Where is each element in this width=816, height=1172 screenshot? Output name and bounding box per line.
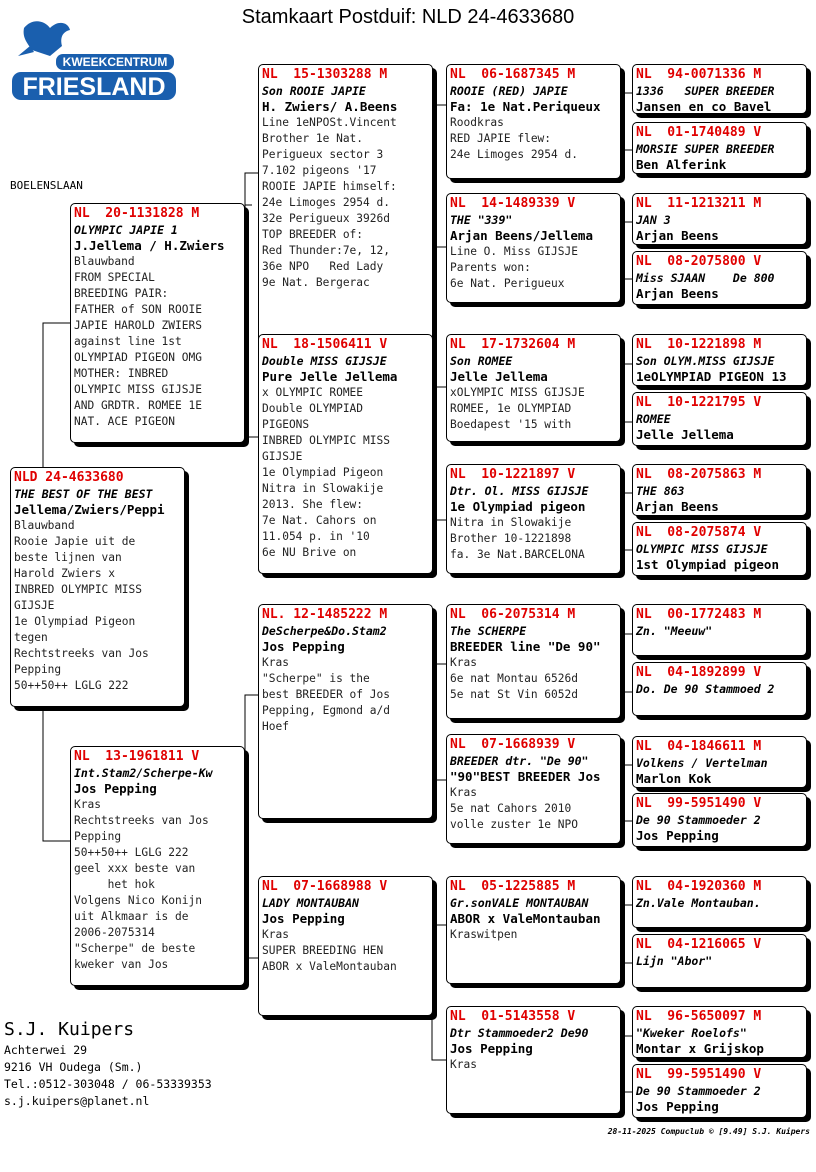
pigeon-name: OLYMPIC MISS GIJSJE — [636, 542, 768, 556]
owner-phone: Tel.:0512-303048 / 06-53339353 — [4, 1077, 212, 1091]
pigeon-name: LADY MONTAUBAN — [262, 896, 359, 910]
pigeon-name: THE 863 — [636, 484, 685, 498]
owner-city: 9216 VH Oudega (Sm.) — [4, 1060, 143, 1074]
pigeon-card[interactable] — [258, 876, 433, 1016]
pigeon-remark: Kras — [74, 798, 101, 811]
pigeon-card[interactable] — [632, 934, 807, 988]
pigeon-remark: 2013. She flew: — [262, 498, 364, 511]
pigeon-remark: Double OLYMPIAD — [262, 402, 364, 415]
pigeon-remark: best BREEDER of Jos — [262, 688, 390, 701]
pigeon-remark: Parents won: — [450, 261, 531, 274]
pigeon-breeder: 1eOLYMPIAD PIGEON 13 — [636, 369, 787, 384]
pigeon-breeder: Montar x Grijskop — [636, 1041, 764, 1056]
pigeon-breeder: Fa: 1e Nat.Periqueux — [450, 99, 601, 114]
pigeon-card[interactable] — [632, 736, 807, 788]
pigeon-remark: Rechtstreeks van Jos — [14, 647, 149, 660]
pigeon-card[interactable] — [446, 193, 621, 303]
pigeon-card[interactable] — [632, 334, 807, 386]
pigeon-remark: Kras — [450, 786, 477, 799]
pigeon-remark: Kras — [450, 1058, 477, 1071]
pigeon-remark: MOTHER: INBRED — [74, 367, 169, 380]
pigeon-breeder: Jelle Jellema — [636, 427, 734, 442]
pigeon-breeder: H. Zwiers/ A.Beens — [262, 99, 398, 114]
pigeon-card[interactable] — [446, 604, 621, 719]
pigeon-remark: x OLYMPIC ROMEE — [262, 386, 364, 399]
pigeon-remark: 50++50++ LGLG 222 — [74, 846, 189, 859]
pigeon-remark: Roodkras — [450, 116, 504, 129]
pigeon-name: Gr.sonVALE MONTAUBAN — [450, 896, 589, 910]
pigeon-remark: 7e Nat. Cahors on — [262, 514, 377, 527]
pigeon-card[interactable] — [446, 334, 621, 442]
pigeon-remark: Red Thunder:7e, 12, — [262, 244, 390, 257]
pigeon-breeder: Jansen en co Bavel — [636, 99, 772, 114]
pigeon-remark: Kras — [262, 928, 289, 941]
pigeon-remark: ROMEE, 1e OLYMPIAD — [450, 402, 572, 415]
owner-name: S.J. Kuipers — [4, 1019, 135, 1040]
owner-street: Achterwei 29 — [4, 1043, 88, 1057]
pigeon-ring: NL 04-1920360 M — [636, 879, 762, 894]
pigeon-card[interactable] — [632, 876, 807, 928]
pigeon-remark: 50++50++ LGLG 222 — [14, 679, 129, 692]
pigeon-remark: Blauwband — [14, 519, 75, 532]
pigeon-remark: GIJSJE — [262, 450, 303, 463]
pigeon-ring: NL 07-1668939 V — [450, 737, 576, 752]
pigeon-name: JAN 3 — [636, 213, 671, 227]
pigeon-name: Son OLYM.MISS GIJSJE — [636, 354, 775, 368]
pigeon-card[interactable] — [632, 392, 807, 446]
pigeon-card[interactable] — [446, 734, 621, 844]
pigeon-ring: NL 00-1772483 M — [636, 607, 762, 622]
pigeon-name: MORSIE SUPER BREEDER — [636, 142, 775, 156]
pigeon-remark: "Scherpe" is the — [262, 672, 370, 685]
pigeon-name: Miss SJAAN De 800 — [636, 271, 775, 285]
pigeon-breeder: Arjan Beens — [636, 228, 719, 243]
pigeon-remark: fa. 3e Nat.BARCELONA — [450, 548, 585, 561]
pigeon-card[interactable] — [10, 467, 185, 707]
pigeon-breeder: Jelle Jellema — [450, 369, 548, 384]
pigeon-breeder: Jos Pepping — [450, 1041, 533, 1056]
pigeon-remark: Nitra in Slowakije — [262, 482, 384, 495]
pigeon-remark: Perigueux sector 3 — [262, 148, 384, 161]
pigeon-remark: 1e Olympiad Pigeon — [262, 466, 384, 479]
pigeon-breeder: J.Jellema / H.Zwiers — [74, 238, 225, 253]
logo-line-1: KWEEKCENTRUM — [62, 55, 168, 69]
pigeon-remark: "Scherpe" de beste — [74, 942, 196, 955]
pigeon-remark: 24e Limoges 2954 d. — [262, 196, 390, 209]
pigeon-remark: ROOIE JAPIE himself: — [262, 180, 397, 193]
pigeon-remark: Nitra in Slowakije — [450, 516, 572, 529]
pigeon-ring: NL 96-5650097 M — [636, 1009, 762, 1024]
pigeon-remark: 6e nat Montau 6526d — [450, 672, 578, 685]
pigeon-card[interactable] — [632, 122, 807, 174]
pigeon-remark: 32e Perigueux 3926d — [262, 212, 390, 225]
pigeon-breeder: Ben Alferink — [636, 157, 727, 172]
pigeon-name: ROOIE (RED) JAPIE — [450, 84, 568, 98]
pigeon-card[interactable] — [632, 251, 807, 305]
pigeon-remark: Pepping, Egmond a/d — [262, 704, 390, 717]
pigeon-card[interactable] — [632, 1006, 807, 1058]
pigeon-name: De 90 Stammoeder 2 — [636, 813, 761, 827]
pigeon-ring: NL 17-1732604 M — [450, 337, 576, 352]
pigeon-breeder: BREEDER line "De 90" — [450, 639, 601, 654]
pigeon-breeder: Jos Pepping — [262, 911, 345, 926]
pigeon-name: Son ROMEE — [450, 354, 513, 368]
pigeon-remark: 7.102 pigeons '17 — [262, 164, 377, 177]
pigeon-remark: het hok — [74, 878, 155, 891]
pigeon-remark: Blauwband — [74, 255, 135, 268]
pigeon-name: THE BEST OF THE BEST — [14, 487, 153, 501]
pigeon-ring: NL 18-1506411 V — [262, 337, 388, 352]
pigeon-breeder: 1st Olympiad pigeon — [636, 557, 779, 572]
pigeon-remark: Kras — [450, 656, 477, 669]
pigeon-name: Dtr. Ol. MISS GIJSJE — [450, 484, 589, 498]
pigeon-card[interactable] — [446, 64, 621, 179]
pigeon-remark: Brother 1e Nat. — [262, 132, 364, 145]
pigeon-card[interactable] — [446, 876, 621, 984]
pigeon-remark: NAT. ACE PIGEON — [74, 415, 176, 428]
pigeon-remark: 9e Nat. Bergerac — [262, 276, 370, 289]
pigeon-name: 1336 SUPER BREEDER — [636, 84, 775, 98]
pigeon-remark: 6e Nat. Perigueux — [450, 277, 565, 290]
pigeon-remark: Line O. Miss GIJSJE — [450, 245, 578, 258]
pigeon-remark: 1e Olympiad Pigeon — [14, 615, 136, 628]
pigeon-card[interactable] — [446, 464, 621, 574]
pigeon-remark: INBRED OLYMPIC MISS — [14, 583, 142, 596]
pigeon-remark: Boedapest '15 with — [450, 418, 572, 431]
pigeon-remark: SUPER BREEDING HEN — [262, 944, 384, 957]
pigeon-remark: BREEDING PAIR: — [74, 287, 169, 300]
pigeon-remark: 2006-2075314 — [74, 926, 155, 939]
pigeon-card[interactable] — [632, 64, 807, 114]
pigeon-ring: NL 07-1668988 V — [262, 879, 388, 894]
pigeon-card[interactable] — [258, 334, 433, 574]
pigeon-remark: Rooie Japie uit de — [14, 535, 136, 548]
pigeon-ring: NL 15-1303288 M — [262, 67, 388, 82]
pigeon-remark: OLYMPIC MISS GIJSJE — [74, 383, 202, 396]
pigeon-ring: NL. 12-1485222 M — [262, 607, 388, 622]
pigeon-card[interactable] — [70, 203, 245, 443]
pigeon-remark: 36e NPO Red Lady — [262, 260, 384, 273]
pigeon-remark: GIJSJE — [14, 599, 55, 612]
pigeon-ring: NL 04-1892899 V — [636, 665, 762, 680]
pigeon-remark: Volgens Nico Konijn — [74, 894, 202, 907]
pigeon-remark: TOP BREEDER of: — [262, 228, 364, 241]
pigeon-name: Zn.Vale Montauban. — [636, 896, 761, 910]
pigeon-remark: 5e nat Cahors 2010 — [450, 802, 572, 815]
pigeon-ring: NL 10-1221898 M — [636, 337, 762, 352]
pigeon-remark: Brother 10-1221898 — [450, 532, 572, 545]
pigeon-remark: kweker van Jos — [74, 958, 169, 971]
pigeon-breeder: Jos Pepping — [636, 1099, 719, 1114]
pigeon-remark: 11.054 p. in '10 — [262, 530, 370, 543]
pigeon-name: Dtr Stammoeder2 De90 — [450, 1026, 589, 1040]
pigeon-ring: NL 99-5951490 V — [636, 796, 762, 811]
pigeon-ring: NL 08-2075874 V — [636, 525, 762, 540]
pigeon-ring: NL 99-5951490 V — [636, 1067, 762, 1082]
pigeon-remark: beste lijnen van — [14, 551, 122, 564]
pigeon-name: Zn. "Meeuw" — [636, 624, 713, 638]
pigeon-card[interactable] — [632, 604, 807, 656]
pigeon-remark: JAPIE HAROLD ZWIERS — [74, 319, 202, 332]
pigeon-remark: OLYMPIAD PIGEON OMG — [74, 351, 202, 364]
pigeon-ring: NL 04-1216065 V — [636, 937, 762, 952]
pigeon-remark: Kraswitpen — [450, 928, 518, 941]
pigeon-breeder: Jos Pepping — [262, 639, 345, 654]
pigeon-ring: NL 05-1225885 M — [450, 879, 576, 894]
pigeon-breeder: Jellema/Zwiers/Peppi — [14, 502, 165, 517]
pigeon-ring: NL 01-1740489 V — [636, 125, 762, 140]
pigeon-name: Double MISS GIJSJE — [262, 354, 387, 368]
pigeon-name: THE "339" — [450, 213, 513, 227]
pigeon-remark: PIGEONS — [262, 418, 310, 431]
pigeon-card[interactable] — [632, 793, 807, 847]
pigeon-name: Int.Stam2/Scherpe-Kw — [74, 766, 213, 780]
pigeon-remark: Rechtstreeks van Jos — [74, 814, 209, 827]
pigeon-name: BREEDER dtr. "De 90" — [450, 754, 589, 768]
owner-block — [4, 1018, 212, 1110]
pigeon-card[interactable] — [632, 193, 807, 245]
pigeon-ring: NL 14-1489339 V — [450, 196, 576, 211]
pigeon-breeder: ABOR x ValeMontauban — [450, 911, 601, 926]
pigeon-name: Son ROOIE JAPIE — [262, 84, 366, 98]
pigeon-name: DeScherpe&Do.Stam2 — [262, 624, 387, 638]
pigeon-card[interactable] — [632, 522, 807, 576]
pigeon-ring: NL 06-2075314 M — [450, 607, 576, 622]
pigeon-breeder: Jos Pepping — [74, 781, 157, 796]
pigeon-remark: Harold Zwiers x — [14, 567, 116, 580]
pigeon-breeder: Arjan Beens — [636, 286, 719, 301]
pigeon-ring: NL 08-2075863 M — [636, 467, 762, 482]
pigeon-breeder: 1e Olympiad pigeon — [450, 499, 586, 514]
pigeon-name: Lijn "Abor" — [636, 954, 713, 968]
page-title: Stamkaart Postduif: NLD 24-4633680 — [241, 6, 575, 28]
pigeon-breeder: Arjan Beens/Jellema — [450, 228, 593, 243]
pigeon-name: Do. De 90 Stammoed 2 — [636, 682, 775, 696]
pigeon-remark: 6e NU Brive on — [262, 546, 357, 559]
pigeon-name: The SCHERPE — [450, 624, 527, 638]
pigeon-ring: NL 04-1846611 M — [636, 739, 762, 754]
logo-line-2: FRIESLAND — [22, 73, 166, 101]
pigeon-ring: NL 06-1687345 M — [450, 67, 576, 82]
pigeon-ring: NLD 24-4633680 — [14, 470, 124, 485]
footer-credit: 28-11-2025 Compuclub © [9.49] S.J. Kuipers — [607, 1127, 810, 1136]
pigeon-remark: tegen — [14, 631, 48, 644]
pigeon-ring: NL 20-1131828 M — [74, 206, 200, 221]
pigeon-ring: NL 08-2075800 V — [636, 254, 762, 269]
pigeon-card[interactable] — [632, 1064, 807, 1118]
pigeon-card[interactable] — [70, 746, 245, 986]
pigeon-ring: NL 01-5143558 V — [450, 1009, 576, 1024]
pigeon-remark: xOLYMPIC MISS GIJSJE — [450, 386, 585, 399]
pigeon-remark: uit Alkmaar is de — [74, 910, 189, 923]
pigeon-remark: Kras — [262, 656, 289, 669]
pigeon-ring: NL 94-0071336 M — [636, 67, 762, 82]
pigeon-breeder: Pure Jelle Jellema — [262, 369, 398, 384]
pigeon-remark: Pepping — [74, 830, 122, 843]
pigeon-remark: AND GRDTR. ROMEE 1E — [74, 399, 202, 412]
pigeon-name: De 90 Stammoeder 2 — [636, 1084, 761, 1098]
pigeon-name: ROMEE — [636, 412, 671, 426]
pigeon-ring: NL 10-1221795 V — [636, 395, 762, 410]
pigeon-ring: NL 11-1213211 M — [636, 196, 762, 211]
pigeon-name: Volkens / Vertelman — [636, 756, 768, 770]
pigeon-remark: ABOR x ValeMontauban — [262, 960, 397, 973]
pigeon-ring: NL 10-1221897 V — [450, 467, 576, 482]
pigeon-ring: NL 13-1961811 V — [74, 749, 200, 764]
pigeon-remark: FATHER of SON ROOIE — [74, 303, 202, 316]
pigeon-card[interactable] — [446, 1006, 621, 1114]
pigeon-remark: Pepping — [14, 663, 62, 676]
pigeon-remark: 5e nat St Vin 6052d — [450, 688, 578, 701]
pigeon-breeder: Marlon Kok — [636, 771, 712, 786]
pigeon-remark: against line 1st — [74, 335, 182, 348]
pigeon-breeder: Jos Pepping — [636, 828, 719, 843]
owner-email: s.j.kuipers@planet.nl — [4, 1094, 150, 1108]
pigeon-remark: RED JAPIE flew: — [450, 132, 552, 145]
pigeon-remark: INBRED OLYMPIC MISS — [262, 434, 390, 447]
pigeon-remark: FROM SPECIAL — [74, 271, 155, 284]
pigeon-card[interactable] — [632, 464, 807, 516]
pigeon-remark: geel xxx beste van — [74, 862, 196, 875]
pigeon-remark: Line 1eNPOSt.Vincent — [262, 116, 397, 129]
pigeon-name: "Kweker Roelofs" — [636, 1026, 747, 1040]
pigeon-breeder: "90"BEST BREEDER Jos — [450, 769, 601, 784]
pigeon-name: OLYMPIC JAPIE 1 — [74, 223, 178, 237]
pigeon-breeder: Arjan Beens — [636, 499, 719, 514]
pigeon-remark: Hoef — [262, 720, 289, 733]
pigeon-card[interactable] — [258, 604, 433, 819]
loft-name: BOELENSLAAN — [10, 179, 83, 192]
pigeon-card[interactable] — [632, 662, 807, 716]
pigeon-remark: volle zuster 1e NPO — [450, 818, 578, 831]
pigeon-remark: 24e Limoges 2954 d. — [450, 148, 578, 161]
